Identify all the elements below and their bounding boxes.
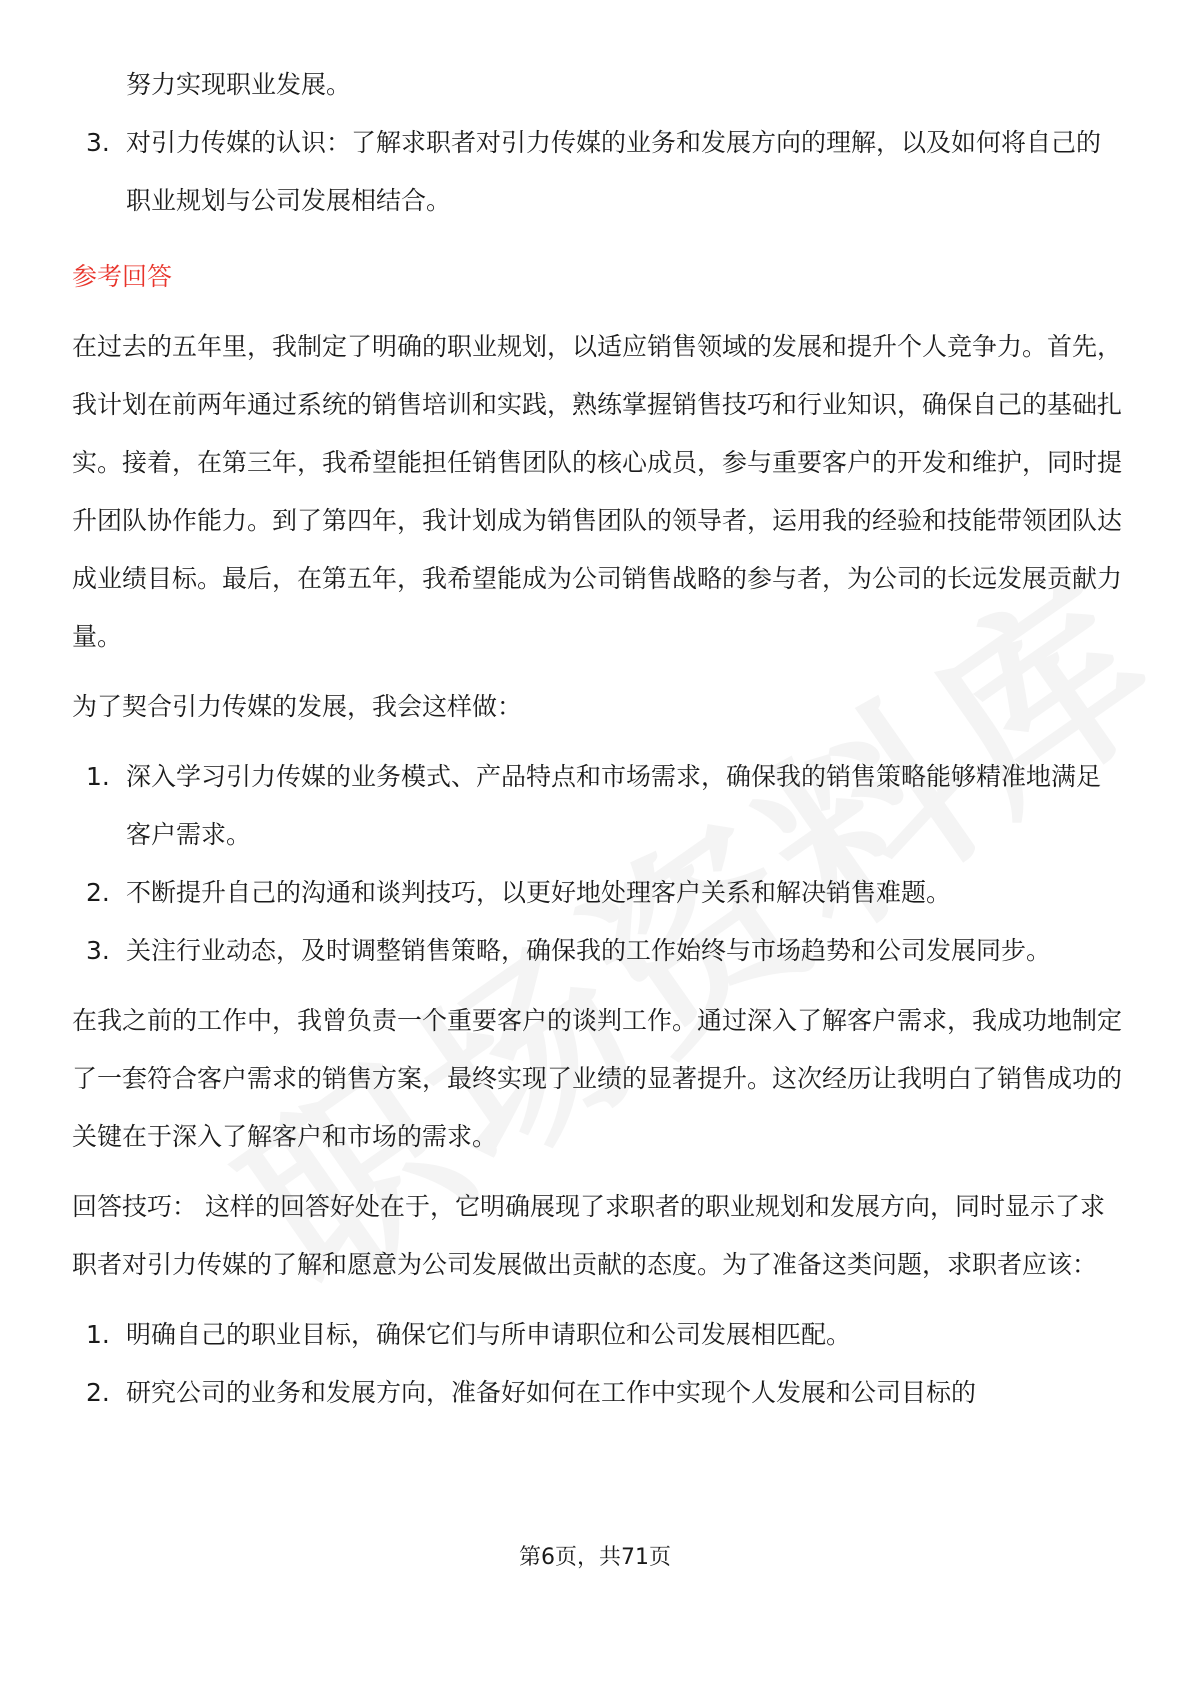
- list-text: 关注行业动态，及时调整销售策略，确保我的工作始终与市场趋势和公司发展同步。: [126, 936, 1052, 965]
- list-item: [72, 748, 1122, 864]
- list-item: [72, 1306, 1122, 1364]
- document-body: [72, 56, 1122, 1422]
- action-list: [72, 748, 1122, 980]
- page-footer: 第6页，共71页: [519, 1545, 671, 1570]
- list-text: 研究公司的业务和发展方向，准备好如何在工作中实现个人发展和公司目标的: [126, 1378, 977, 1407]
- list-number: 2.: [86, 1378, 110, 1407]
- tips-list: [72, 1306, 1122, 1422]
- list-number: 1.: [86, 1320, 110, 1349]
- list-text: 不断提升自己的沟通和谈判技巧，以更好地处理客户关系和解决销售难题。: [126, 878, 952, 907]
- list-number: 3.: [86, 936, 110, 965]
- list-item: [72, 1364, 1122, 1422]
- answer-paragraph: 在过去的五年里，我制定了明确的职业规划，以适应销售领域的发展和提升个人竞争力。首先，我计划在前两年通过系统的销售培训和实践，熟练掌握销售技巧和行业知识，确保自己的基础扎实。接着，在第三年，我希望能担任销售团队的核心成员，参与重要客户的开发和维护，同时提升团队协作能力。到了第四年，我计划成为销售团队的领导者，运用我的经验和技能带领团队达成业绩目标。最后，在第五年，我希望能成为公司销售战略的参与者，为公司的长远发展贡献力量。: [72, 332, 1123, 651]
- experience-paragraph: 在我之前的工作中，我曾负责一个重要客户的谈判工作。通过深入了解客户需求，我成功地制定了一套符合客户需求的销售方案，最终实现了业绩的显著提升。这次经历让我明白了销售成功的关键在于深入了解客户和市场的需求。: [72, 1006, 1123, 1151]
- list-number: 3.: [86, 128, 110, 157]
- answer-heading: 参考回答: [72, 262, 173, 291]
- list-text: 对引力传媒的认识：了解求职者对引力传媒的业务和发展方向的理解，以及如何将自己的职业规划与公司发展相结合。: [126, 128, 1102, 215]
- intro-paragraph: 为了契合引力传媒的发展，我会这样做：: [72, 692, 523, 721]
- list-number: 2.: [86, 878, 110, 907]
- list-number: 1.: [86, 762, 110, 791]
- list-item: [72, 922, 1122, 980]
- list-text: 深入学习引力传媒的业务模式、产品特点和市场需求，确保我的销售策略能够精准地满足客户需求。: [126, 762, 1102, 849]
- tips-paragraph: 回答技巧： 这样的回答好处在于，它明确展现了求职者的职业规划和发展方向，同时显示了求职者对引力传媒的了解和愿意为公司发展做出贡献的态度。为了准备这类问题，求职者应该：: [72, 1192, 1105, 1279]
- continuation-text: 努力实现职业发展。: [126, 70, 352, 99]
- top-list: [72, 114, 1122, 230]
- list-text: 明确自己的职业目标，确保它们与所申请职位和公司发展相匹配。: [126, 1320, 852, 1349]
- list-item: [72, 114, 1122, 230]
- list-item: [72, 864, 1122, 922]
